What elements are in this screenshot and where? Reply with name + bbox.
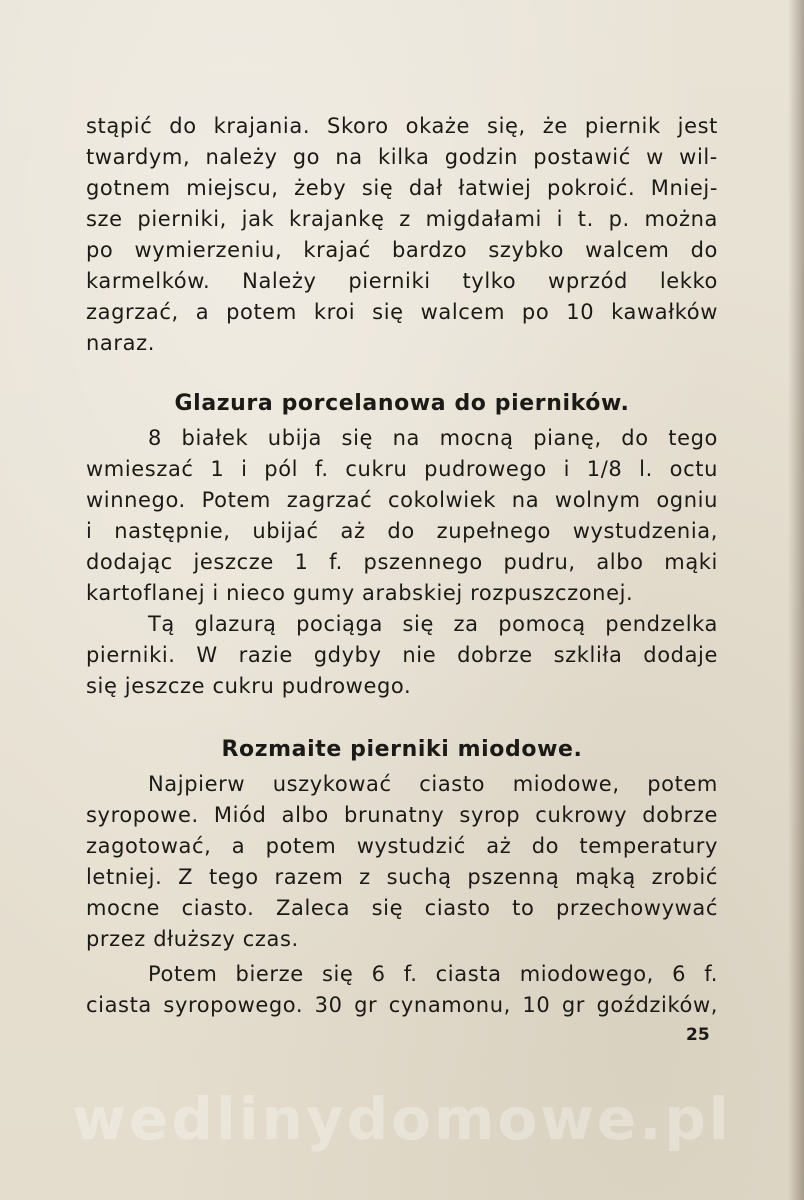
text-line: Potem bierze się 6 f. ciasta miodowego, 6 f. — [148, 962, 718, 986]
section-rozmaite-body-cont — [86, 959, 718, 1021]
text-line: kartoflanej i nieco gumy arabskiej rozpuszczonej. — [86, 581, 634, 605]
section-heading-rozmaite: Rozmaite pierniki miodowe. — [221, 737, 583, 762]
section-rozmaite-body — [86, 769, 718, 955]
text-line: karmelków. Należy pierniki tylko wprzód lekko — [86, 269, 718, 293]
text-line: po wymierzeniu, krajać bardzo szybko walcem do — [86, 238, 718, 262]
text-line: przez dłuższy czas. — [86, 927, 299, 951]
section-glazura-body — [86, 423, 718, 702]
text-line: Najpierw uszykować ciasto miodowe, potem — [148, 772, 718, 796]
section-continuation — [86, 111, 718, 359]
section-heading-glazura: Glazura porcelanowa do pierników. — [174, 391, 630, 416]
text-line: pierniki. W razie gdyby nie dobrze szkliła dodaje — [86, 643, 718, 667]
text-line: się jeszcze cukru pudrowego. — [86, 674, 412, 698]
text-line: ciasta syropowego. 30 gr cynamonu, 10 gr goździków, — [86, 993, 718, 1017]
text-line: i następnie, ubijać aż do zupełnego wystudzenia, — [86, 519, 718, 543]
text-line: stąpić do krajania. Skoro okaże się, że piernik jest — [86, 114, 718, 138]
text-line: mocne ciasto. Zaleca się ciasto to przechowywać — [86, 896, 718, 920]
text-line: gotnem miejscu, żeby się dał łatwiej pokroić. Mniej- — [86, 176, 718, 200]
text-line: letniej. Z tego razem z suchą pszenną mąką zrobić — [86, 865, 718, 889]
text-line: zagotować, a potem wystudzić aż do temperatury — [86, 834, 718, 858]
text-line: winnego. Potem zagrzać cokolwiek na wolnym ogniu — [86, 488, 718, 512]
watermark-text: wedlinydomowe.pl — [72, 1085, 732, 1153]
text-line: sze pierniki, jak krajankę z migdałami i t. p. można — [86, 207, 718, 231]
page-edge-shadow — [788, 0, 804, 1200]
text-line: Tą glazurą pociąga się za pomocą pendzelka — [148, 612, 718, 636]
text-line: syropowe. Miód albo brunatny syrop cukrowy dobrze — [86, 803, 718, 827]
page-number: 25 — [686, 1025, 710, 1045]
text-line: zagrzać, a potem kroi się walcem po 10 kawałków — [86, 300, 718, 324]
text-line: twardym, należy go na kilka godzin postawić w wil- — [86, 145, 718, 169]
text-line: naraz. — [86, 331, 155, 355]
text-line: wmieszać 1 i pól f. cukru pudrowego i 1/8 l. octu — [86, 457, 718, 481]
text-line: 8 białek ubija się na mocną pianę, do tego — [148, 426, 718, 450]
text-line: dodając jeszcze 1 f. pszennego pudru, albo mąki — [86, 550, 718, 574]
